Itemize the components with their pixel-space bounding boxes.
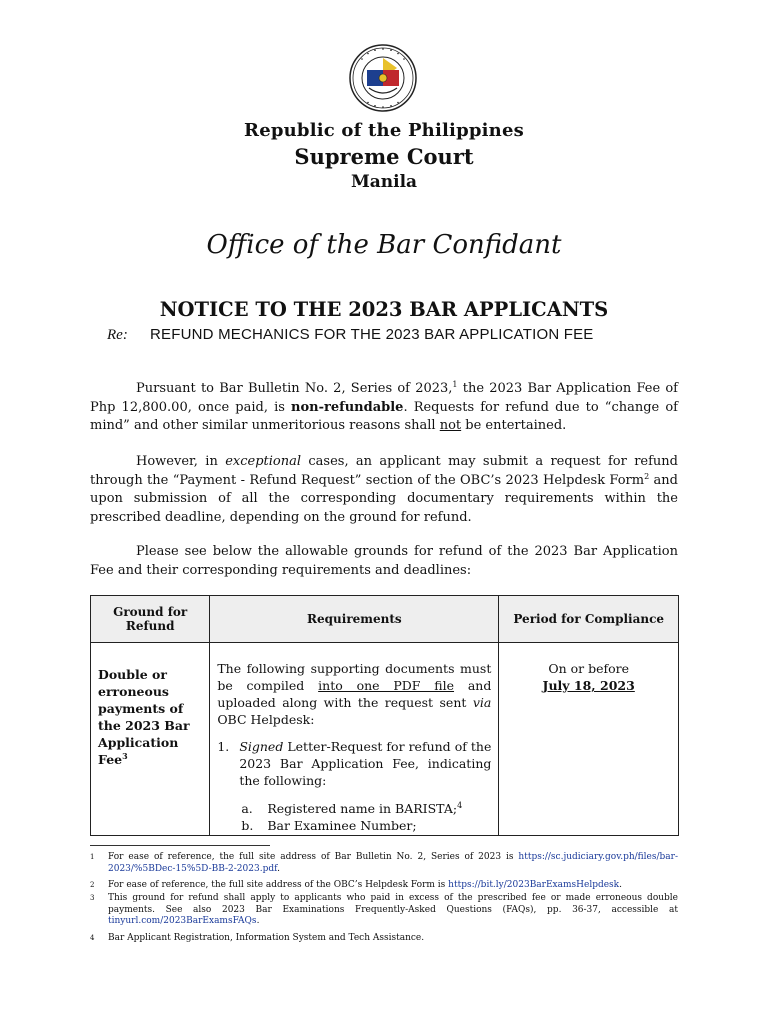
col-header-period: Period for Compliance xyxy=(499,596,679,643)
col-header-ground: Ground for Refund xyxy=(91,596,210,643)
footnote-3: 3 This ground for refund shall apply to applicants who paid in excess of the prescribed fee or made erroneous double payments. See also 2023 Bar Examinations Frequently-Asked Questions (FAQs), pp. 36-37, accessible at tinyurl.com/2023BarExamsFAQs. xyxy=(90,893,678,926)
re-label: Re: xyxy=(107,327,128,343)
faqs-link[interactable]: tinyurl.com/2023BarExamsFAQs xyxy=(108,916,257,926)
footnote-ref-1: 1 xyxy=(452,380,458,389)
cell-period: On or before July 18, 2023 xyxy=(499,643,679,836)
paragraph-non-refundable: Pursuant to Bar Bulletin No. 2, Series of 2023,$^1$ the 2023 Bar Application Fee of Php 12,800.00, once paid, is non-refundable. Requests for refund due to “change of mind” and other similar unmeritorious reasons shall not be entertained. xyxy=(90,380,678,433)
table-header-row xyxy=(91,596,679,643)
footnote-divider xyxy=(90,845,270,846)
non-refundable-emphasis: non-refundable xyxy=(291,399,404,415)
table-row xyxy=(91,643,679,836)
supreme-court-seal xyxy=(349,44,417,112)
footnote-1: 1 For ease of reference, the full site address of Bar Bulletin No. 2, Series of 2023 is https://sc.judiciary.gov.ph/files/bar-2023/%5BDec-15%5D-BB-2-2023.pdf. xyxy=(90,852,678,874)
cell-ground: Double or erroneous payments of the 2023 Bar Application Fee$^3$ xyxy=(91,643,210,836)
exceptional-emphasis: exceptional xyxy=(225,454,302,469)
office-title: Office of the Bar Confidant xyxy=(206,230,562,260)
list-item: a. Registered name in BARISTA;$^4$ xyxy=(241,801,463,816)
list-item: b. Bar Examinee Number; xyxy=(241,818,417,833)
col-header-requirements: Requirements xyxy=(210,596,499,643)
footnote-4: 4 Bar Applicant Registration, Information System and Tech Assistance. xyxy=(90,933,425,943)
list-item: 1. Signed Letter-Request for refund of the 2023 Bar Application Fee, indicating the following: xyxy=(217,739,492,788)
notice-title: NOTICE TO THE 2023 BAR APPLICANTS xyxy=(159,298,609,321)
footnote-ref-3: 3 xyxy=(122,751,128,761)
footnote-ref-2: 2 xyxy=(644,471,650,481)
paragraph-grounds-intro: Please see below the allowable grounds for refund of the 2023 Bar Application Fee and their corresponding requirements and deadlines: xyxy=(90,544,678,578)
header-supreme-court: Supreme Court xyxy=(294,144,474,169)
not-emphasis: not xyxy=(439,418,462,433)
footnote-2: 2 For ease of reference, the full site address of the OBC’s Helpdesk Form is https://bit.ly/2023BarExamsHelpdesk. xyxy=(90,880,622,890)
paragraph-exceptional-cases: However, in exceptional cases, an applicant may submit a request for refund through the “Payment - Refund Request” section of the OBC’s 2023 Helpdesk Form$^2$ and upon submission of all the corresponding documentary requirements within the prescribed deadline, depending on the ground for refund. xyxy=(90,454,679,525)
re-subject: REFUND MECHANICS FOR THE 2023 BAR APPLICATION FEE xyxy=(150,326,594,343)
helpdesk-form-link[interactable]: https://bit.ly/2023BarExamsHelpdesk xyxy=(448,880,620,890)
header-republic: Republic of the Philippines xyxy=(244,120,524,141)
bar-bulletin-link[interactable]: https://sc.judiciary.gov.ph/files/bar-2023/%5BDec-15%5D-BB-2-2023.pdf xyxy=(108,852,678,874)
deadline-date: July 18, 2023 xyxy=(542,678,635,693)
footnote-ref-4: 4 xyxy=(457,801,463,810)
refund-grounds-table xyxy=(90,595,679,836)
header-city: Manila xyxy=(350,172,418,192)
requirements-intro: The following supporting documents must be compiled into one PDF file and uploaded along with the request sent via OBC Helpdesk: xyxy=(217,661,492,727)
cell-requirements xyxy=(210,643,499,836)
